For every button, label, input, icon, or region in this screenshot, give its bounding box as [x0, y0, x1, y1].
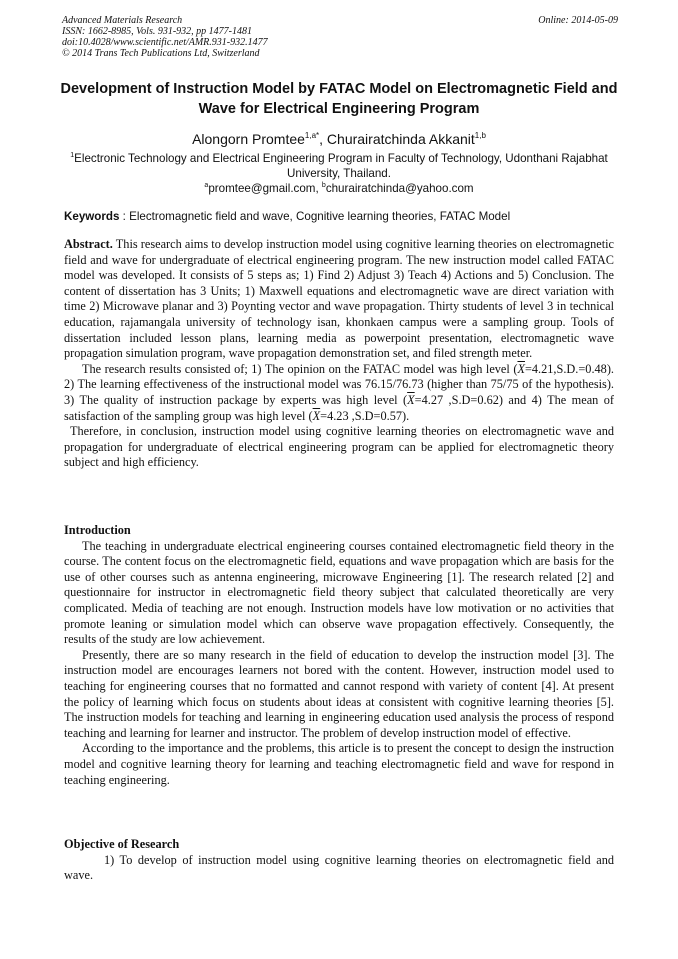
introduction-section: [64, 523, 614, 788]
online-date: Online: 2014-05-09: [538, 15, 618, 26]
journal-name: Advanced Materials Research: [62, 15, 183, 26]
email-b-sup: b: [321, 182, 326, 189]
abstract-p2-d: =4.23 ,S.D=0.57).: [320, 408, 410, 423]
email-line: [66, 181, 612, 196]
introduction-paragraph-1: The teaching in undergraduate electrical engineering courses contained electromagnetic field theory in the course. The content focus on the electromagnetic field, equations and wave propagation which are basis for the use of other courses such as antenna engineering, microwave Engineering [1]. The research related [2] and questionnaire for instructor in electromagnetic field theory subject that calculated theoretically are very complicated. Media of teaching are not enough. Instruction models have low motivation or no activities that promote leaning or simulation model which can observe wave propagation effectively. Consequently, the results of the study are low achievement.: [64, 538, 614, 647]
abstract-p2-c: =4.27 ,S.D=0.62) and 4) The mean of satisfaction of the sampling group was high level (: [64, 392, 614, 423]
doi-line: doi:10.4028/www.scientific.net/AMR.931-932.1477: [62, 37, 268, 48]
author-1-sup: 1,a*: [304, 131, 320, 140]
abstract-paragraph-3: Therefore, in conclusion, instruction model using cognitive learning theories on electromagnetic wave and propagation for undergraduate of electrical engineering program can be applied for electromagnetic theory subject and high efficiency.: [64, 424, 614, 470]
objective-heading: Objective of Research: [64, 837, 180, 851]
abstract: [64, 237, 614, 471]
objective-paragraph-1: 1) To develop of instruction model using cognitive learning theories on electromagnetic field and wave.: [64, 852, 614, 883]
email-separator: ,: [315, 182, 322, 195]
abstract-paragraph-2: [64, 362, 614, 424]
mean-symbol: $\overline{X}$: [312, 408, 321, 423]
affiliation-text: [66, 151, 612, 181]
issn-line: ISSN: 1662-8985, Vols. 931-932, pp 1477-1481: [62, 26, 252, 37]
mean-symbol: $\overline{X}$: [407, 392, 415, 407]
affiliation-body: Electronic Technology and Electrical Engineering Program in Faculty of Technology, Udonthani Rajabhat University, Thailand.: [74, 152, 608, 180]
email-a-sup: a: [204, 182, 209, 189]
introduction-paragraph-2: Presently, there are so many research in the field of education to develop the instruction model [3]. The instruction model are encourages learners not bored with the content. However, instruction model used to teaching for engineering courses that no formatted and cannot respond with variety of content [4]. At present the policy of learning which focus on students about ideas at consistent with cognitive learning theories [5]. The instruction models for teaching and learning in engineering education used analysis the process of respond teaching and learning for learner and instructor. The problem of develop instruction model of effective.: [64, 647, 614, 740]
author-separator: ,: [319, 131, 327, 147]
abstract-p1-text: This research aims to develop instruction model using cognitive learning theories on electromagnetic field and wave for undergraduate of electrical engineering program. The new instruction model called FATAC model was developed. It consists of 5 steps as; 1) Find 2) Adjust 3) Teach 4) Actions and 5) Conclusion. The content of dissertation has 3 Units; 1) Maxwell equations and electromagnetic wave are direct variation with time 2) Microwave planar and 3) Poynting vector and wave propagation. Thirty students of level 3 in technical education, rajamangala university of technology isan, khonkaen campus were a sampling group. Tools of dissertation included lesson plans, learning media as powerpoint presentation, electromagnetic wave propagation simulation program, wave propagation demonstration set, and filed strength meter.: [64, 237, 614, 361]
abstract-p2-b: =4.21,S.D.=0.48). 2) The learning effectiveness of the instructional model was 76.15/76.73 (higher than 75/75 of the hypothesis). 3) The quality of instruction package by experts was high level (: [64, 361, 614, 407]
objective-section: [64, 837, 614, 884]
keywords-label: Keywords: [64, 210, 120, 223]
email-b: churairatchinda@yahoo.com: [325, 182, 474, 195]
copyright-line: © 2014 Trans Tech Publications Ltd, Switzerland: [62, 48, 260, 59]
author-2-sup: 1,b: [474, 131, 486, 140]
author-1: Alongorn Promtee: [192, 131, 305, 147]
keywords-text: : Electromagnetic field and wave, Cognitive learning theories, FATAC Model: [119, 210, 511, 223]
abstract-label: Abstract.: [64, 237, 113, 251]
email-a: promtee@gmail.com: [208, 182, 316, 195]
journal-header: [62, 15, 618, 59]
affiliation-sup: 1: [70, 152, 75, 159]
affiliation: [66, 151, 612, 196]
abstract-paragraph-1: [64, 237, 614, 362]
abstract-p2-a: The research results consisted of; 1) The opinion on the FATAC model was high level (: [82, 361, 518, 376]
author-2: Churairatchinda Akkanit: [326, 131, 475, 147]
author-list: [40, 130, 638, 148]
keywords: [64, 209, 624, 225]
paper-title: Development of Instruction Model by FATAC Model on Electromagnetic Field and Wave for Electrical Engineering Program: [60, 81, 618, 117]
mean-symbol: $\overline{X}$: [517, 361, 525, 376]
introduction-heading: Introduction: [64, 523, 131, 537]
introduction-paragraph-3: According to the importance and the problems, this article is to present the concept to design the instruction model and cognitive learning theory for learning and teaching electromagnetic field and wave for respond in teaching engineering.: [64, 741, 614, 787]
